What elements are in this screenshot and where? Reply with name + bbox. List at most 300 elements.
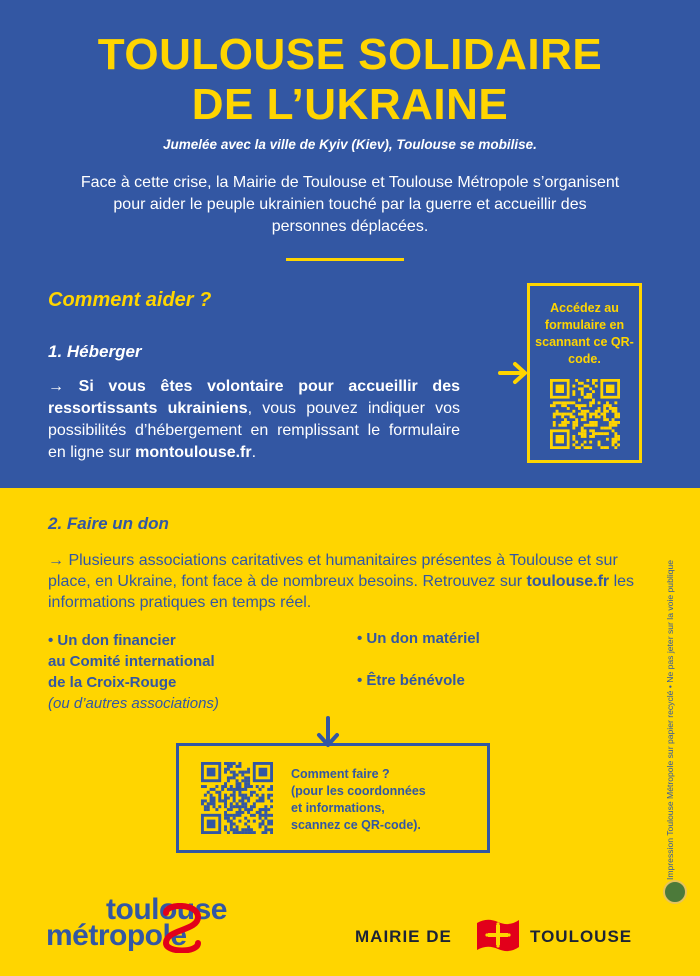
- qr-module: [575, 424, 578, 427]
- qr-module: [236, 825, 239, 828]
- qr-module: [207, 802, 210, 805]
- qr-module: [589, 404, 592, 407]
- qr-module: [617, 421, 620, 424]
- qr-module: [606, 410, 609, 413]
- qr-module: [581, 418, 584, 421]
- qr-module: [264, 828, 267, 831]
- qr-code-how-icon[interactable]: [201, 762, 273, 834]
- qr-module: [230, 825, 233, 828]
- qr-module: [561, 404, 564, 407]
- qr-module: [553, 404, 556, 407]
- qr-module: [207, 808, 210, 811]
- qr-module: [247, 828, 250, 831]
- qr-module: [592, 421, 595, 424]
- qr-module: [575, 441, 578, 444]
- qr-module: [556, 435, 564, 443]
- qr-module: [224, 771, 227, 774]
- qr-module: [238, 799, 241, 802]
- qr-module: [247, 785, 250, 788]
- qr-module: [556, 385, 564, 393]
- qr-module: [584, 418, 587, 421]
- bullet-financial-note: (ou d’autres associations): [48, 695, 219, 712]
- qr-module: [558, 413, 561, 416]
- qr-module: [270, 785, 273, 788]
- qr-module: [236, 811, 239, 814]
- qr-module: [227, 776, 230, 779]
- qr-module: [247, 811, 250, 814]
- qr-module: [556, 413, 559, 416]
- qr-module: [589, 415, 592, 418]
- qr-module: [224, 828, 227, 831]
- qr-module: [567, 413, 570, 416]
- qr-module: [614, 424, 617, 427]
- qr-module: [600, 432, 603, 435]
- qr-form-text: Accédez au formulaire en scannant ce QR-code.: [535, 301, 634, 366]
- qr-module: [227, 779, 230, 782]
- qr-module: [572, 424, 575, 427]
- qr-module: [236, 828, 239, 831]
- qr-module: [581, 429, 584, 432]
- qr-module: [614, 410, 617, 413]
- qr-how-line4: scannez ce QR-code).: [291, 818, 421, 832]
- qr-module: [606, 438, 609, 441]
- qr-module: [617, 413, 620, 416]
- qr-module: [606, 418, 609, 421]
- qr-module: [244, 788, 247, 791]
- qr-module: [224, 797, 227, 800]
- qr-module: [561, 421, 564, 424]
- qr-module: [259, 817, 262, 820]
- qr-module: [270, 820, 273, 823]
- qr-module: [561, 413, 564, 416]
- qr-module: [236, 782, 239, 785]
- qr-module: [247, 771, 250, 774]
- qr-module: [250, 828, 253, 831]
- subtitle: Jumelée avec la ville de Kyiv (Kiev), Toulouse se mobilise.: [163, 137, 537, 152]
- qr-module: [603, 415, 606, 418]
- qr-module: [210, 788, 213, 791]
- qr-module: [230, 776, 233, 779]
- qr-module: [238, 771, 241, 774]
- qr-form-box: [527, 283, 642, 463]
- qr-module: [584, 396, 587, 399]
- qr-module: [233, 762, 236, 765]
- qr-module: [259, 811, 262, 814]
- qr-module: [233, 805, 236, 808]
- qr-module: [595, 421, 598, 424]
- qr-module: [606, 432, 609, 435]
- qr-module: [259, 768, 268, 777]
- qr-module: [261, 822, 264, 825]
- qr-module: [227, 831, 230, 834]
- qr-module: [584, 424, 587, 427]
- qr-module: [553, 424, 556, 427]
- donate-heading: 2. Faire un don: [48, 514, 169, 533]
- qr-module: [586, 393, 589, 396]
- qr-module: [238, 788, 241, 791]
- qr-module: [241, 774, 244, 777]
- qr-module: [250, 808, 253, 811]
- qr-module: [230, 771, 233, 774]
- qr-module: [584, 413, 587, 416]
- qr-module: [241, 805, 244, 808]
- qr-module: [581, 410, 584, 413]
- qr-module: [595, 415, 598, 418]
- qr-module: [236, 779, 239, 782]
- mairie-label: MAIRIE DE: [355, 927, 452, 946]
- qr-module: [572, 390, 575, 393]
- qr-module: [581, 404, 584, 407]
- qr-module: [247, 820, 250, 823]
- qr-module: [553, 413, 556, 416]
- qr-module: [230, 828, 233, 831]
- arrow-right-icon: [498, 361, 530, 385]
- qr-module: [612, 441, 615, 444]
- qr-module: [247, 768, 250, 771]
- qr-module: [244, 771, 247, 774]
- qr-module: [598, 407, 601, 410]
- qr-module: [244, 805, 247, 808]
- qr-module: [570, 401, 573, 404]
- qr-module: [581, 432, 584, 435]
- qr-module: [204, 808, 207, 811]
- qr-module: [215, 808, 218, 811]
- qr-module: [236, 765, 239, 768]
- qr-module: [224, 768, 227, 771]
- qr-module: [238, 805, 241, 808]
- qr-module: [264, 831, 267, 834]
- qr-module: [606, 385, 614, 393]
- qr-module: [267, 820, 270, 823]
- qr-module: [584, 385, 587, 388]
- qr-module: [270, 794, 273, 797]
- qr-module: [253, 791, 256, 794]
- qr-module: [238, 820, 241, 823]
- donate-text-end: les informations pratiques en temps réel.: [48, 573, 635, 611]
- qr-module: [259, 799, 262, 802]
- qr-module: [210, 802, 213, 805]
- qr-module: [241, 794, 244, 797]
- qr-module: [606, 446, 609, 449]
- qr-module: [221, 799, 224, 802]
- qr-module: [259, 788, 262, 791]
- qr-module: [614, 446, 617, 449]
- qr-module: [589, 421, 592, 424]
- qr-module: [612, 410, 615, 413]
- qr-module: [215, 785, 218, 788]
- qr-module: [230, 765, 233, 768]
- qr-module: [244, 831, 247, 834]
- qr-module: [218, 805, 221, 808]
- qr-module: [567, 421, 570, 424]
- qr-module: [267, 808, 270, 811]
- qr-module: [259, 825, 262, 828]
- qr-module: [236, 805, 239, 808]
- qr-module: [572, 438, 575, 441]
- qr-module: [603, 427, 606, 430]
- host-bold-text: Si vous êtes volontaire pour accueillir des ressortissants ukrainiens: [48, 378, 460, 417]
- qr-module: [247, 825, 250, 828]
- qr-module: [227, 808, 230, 811]
- qr-module: [572, 443, 575, 446]
- qr-module: [224, 802, 227, 805]
- qr-module: [204, 799, 207, 802]
- qr-module: [612, 418, 615, 421]
- qr-code-form-icon[interactable]: [550, 379, 620, 449]
- qr-module: [595, 410, 598, 413]
- qr-module: [614, 441, 617, 444]
- qr-module: [556, 410, 559, 413]
- qr-module: [606, 401, 609, 404]
- qr-module: [256, 785, 259, 788]
- qr-module: [224, 782, 227, 785]
- qr-module: [230, 814, 233, 817]
- qr-module: [586, 410, 589, 413]
- qr-module: [589, 401, 592, 404]
- qr-module: [595, 385, 598, 388]
- qr-module: [561, 424, 564, 427]
- mairie-city: TOULOUSE: [530, 927, 633, 946]
- qr-module: [236, 802, 239, 805]
- qr-module: [572, 385, 575, 388]
- qr-module: [247, 799, 250, 802]
- qr-module: [213, 797, 216, 800]
- qr-module: [603, 404, 606, 407]
- qr-module: [253, 805, 256, 808]
- qr-module: [578, 382, 581, 385]
- qr-module: [256, 811, 259, 814]
- qr-module: [564, 413, 567, 416]
- donate-arrow: →: [48, 552, 64, 569]
- qr-how-box: [176, 743, 490, 853]
- qr-module: [589, 435, 592, 438]
- qr-module: [264, 825, 267, 828]
- qr-module: [264, 817, 267, 820]
- qr-module: [259, 822, 262, 825]
- qr-module: [592, 401, 595, 404]
- qr-how-text: [291, 766, 426, 834]
- title-line2: DE L’UKRAINE: [191, 80, 509, 129]
- qr-module: [578, 432, 581, 435]
- qr-module: [204, 805, 207, 808]
- qr-module: [575, 418, 578, 421]
- qr-module: [213, 802, 216, 805]
- qr-module: [227, 788, 230, 791]
- qr-module: [572, 401, 575, 404]
- qr-module: [578, 413, 581, 416]
- qr-module: [575, 446, 578, 449]
- qr-module: [572, 421, 575, 424]
- qr-module: [230, 808, 233, 811]
- qr-module: [264, 805, 267, 808]
- qr-module: [556, 401, 559, 404]
- qr-module: [270, 814, 273, 817]
- qr-module: [592, 413, 595, 416]
- qr-module: [253, 831, 256, 834]
- qr-module: [614, 413, 617, 416]
- qr-module: [603, 432, 606, 435]
- qr-module: [227, 768, 230, 771]
- qr-module: [230, 762, 233, 765]
- qr-module: [614, 421, 617, 424]
- qr-module: [609, 404, 612, 407]
- qr-module: [259, 797, 262, 800]
- qr-module: [581, 393, 584, 396]
- logo-line2: métropole: [46, 919, 187, 952]
- qr-module: [230, 788, 233, 791]
- qr-module: [553, 401, 556, 404]
- host-paragraph: [48, 376, 460, 464]
- qr-module: [201, 799, 204, 802]
- qr-module: [592, 399, 595, 402]
- qr-module: [238, 808, 241, 811]
- qr-module: [264, 808, 267, 811]
- toulouse-link[interactable]: toulouse.fr: [526, 573, 610, 590]
- qr-module: [259, 814, 262, 817]
- qr-module: [218, 799, 221, 802]
- qr-module: [250, 831, 253, 834]
- qr-module: [233, 794, 236, 797]
- qr-module: [241, 831, 244, 834]
- qr-module: [238, 811, 241, 814]
- qr-module: [581, 387, 584, 390]
- qr-module: [267, 794, 270, 797]
- qr-module: [241, 811, 244, 814]
- qr-how-line2: (pour les coordonnées: [291, 784, 426, 798]
- qr-module: [603, 410, 606, 413]
- qr-module: [595, 424, 598, 427]
- qr-module: [617, 443, 620, 446]
- qr-module: [236, 788, 239, 791]
- qr-module: [589, 429, 592, 432]
- side-note: Impression Toulouse Métropole sur papier recyclé • Ne pas jeter sur la voie publique: [665, 559, 675, 881]
- qr-module: [617, 438, 620, 441]
- qr-module: [589, 424, 592, 427]
- intro-text: Face à cette crise, la Mairie de Toulouse et Toulouse Métropole s’organisent pour aider le peuple ukrainien touché par la guerre et accueillir des personnes déplacées.: [80, 174, 620, 235]
- qr-module: [233, 828, 236, 831]
- divider: [286, 258, 404, 261]
- qr-module: [598, 443, 601, 446]
- qr-module: [609, 407, 612, 410]
- qr-module: [270, 828, 273, 831]
- qr-module: [595, 413, 598, 416]
- qr-module: [241, 779, 244, 782]
- qr-module: [207, 768, 216, 777]
- qr-module: [261, 797, 264, 800]
- qr-module: [581, 435, 584, 438]
- qr-module: [241, 828, 244, 831]
- qr-module: [609, 421, 612, 424]
- qr-module: [250, 785, 253, 788]
- qr-module: [578, 407, 581, 410]
- qr-module: [589, 413, 592, 416]
- qr-module: [603, 446, 606, 449]
- qr-module: [241, 802, 244, 805]
- qr-module: [584, 441, 587, 444]
- qr-module: [224, 814, 227, 817]
- qr-module: [592, 435, 595, 438]
- qr-module: [264, 814, 267, 817]
- qr-module: [581, 427, 584, 430]
- qr-module: [603, 418, 606, 421]
- qr-module: [589, 387, 592, 390]
- qr-module: [584, 415, 587, 418]
- qr-module: [227, 814, 230, 817]
- qr-module: [236, 814, 239, 817]
- qr-module: [261, 814, 264, 817]
- qr-module: [617, 435, 620, 438]
- qr-module: [575, 421, 578, 424]
- qr-module: [612, 407, 615, 410]
- montoulouse-link[interactable]: montoulouse.fr: [135, 444, 252, 461]
- qr-module: [253, 820, 256, 823]
- qr-module: [586, 379, 589, 382]
- qr-module: [592, 390, 595, 393]
- host-arrow: →: [48, 378, 64, 395]
- bullet-financial: [48, 630, 308, 714]
- qr-module: [578, 387, 581, 390]
- logo-ribbon-icon: [158, 903, 206, 953]
- qr-module: [261, 820, 264, 823]
- qr-module: [614, 415, 617, 418]
- qr-module: [592, 379, 595, 382]
- qr-module: [586, 385, 589, 388]
- qr-module: [270, 805, 273, 808]
- qr-module: [227, 817, 230, 820]
- page-title: [0, 30, 700, 130]
- qr-module: [575, 379, 578, 382]
- qr-module: [221, 785, 224, 788]
- qr-module: [230, 802, 233, 805]
- qr-module: [241, 788, 244, 791]
- qr-module: [553, 421, 556, 424]
- qr-module: [572, 435, 575, 438]
- qr-module: [250, 794, 253, 797]
- host-text: , vous pouvez indiquer vos possibilités d’hébergement en remplissant le formulaire en ligne sur: [48, 400, 460, 461]
- qr-module: [218, 791, 221, 794]
- qr-module: [261, 785, 264, 788]
- qr-module: [603, 413, 606, 416]
- qr-module: [584, 432, 587, 435]
- qr-module: [241, 799, 244, 802]
- qr-module: [595, 432, 598, 435]
- qr-module: [227, 765, 230, 768]
- qr-module: [567, 401, 570, 404]
- qr-module: [233, 776, 236, 779]
- qr-module: [598, 432, 601, 435]
- qr-module: [253, 814, 256, 817]
- qr-module: [247, 782, 250, 785]
- qr-how-line3: et informations,: [291, 801, 385, 815]
- qr-module: [218, 797, 221, 800]
- qr-module: [589, 396, 592, 399]
- qr-module: [224, 805, 227, 808]
- qr-module: [264, 811, 267, 814]
- qr-module: [261, 808, 264, 811]
- qr-module: [244, 779, 247, 782]
- qr-module: [244, 802, 247, 805]
- qr-module: [592, 432, 595, 435]
- qr-module: [238, 785, 241, 788]
- qr-module: [233, 791, 236, 794]
- qr-module: [617, 415, 620, 418]
- qr-module: [572, 427, 575, 430]
- qr-module: [561, 401, 564, 404]
- qr-module: [592, 424, 595, 427]
- qr-module: [600, 413, 603, 416]
- qr-module: [244, 828, 247, 831]
- bullet-financial-line2: au Comité international: [48, 653, 215, 670]
